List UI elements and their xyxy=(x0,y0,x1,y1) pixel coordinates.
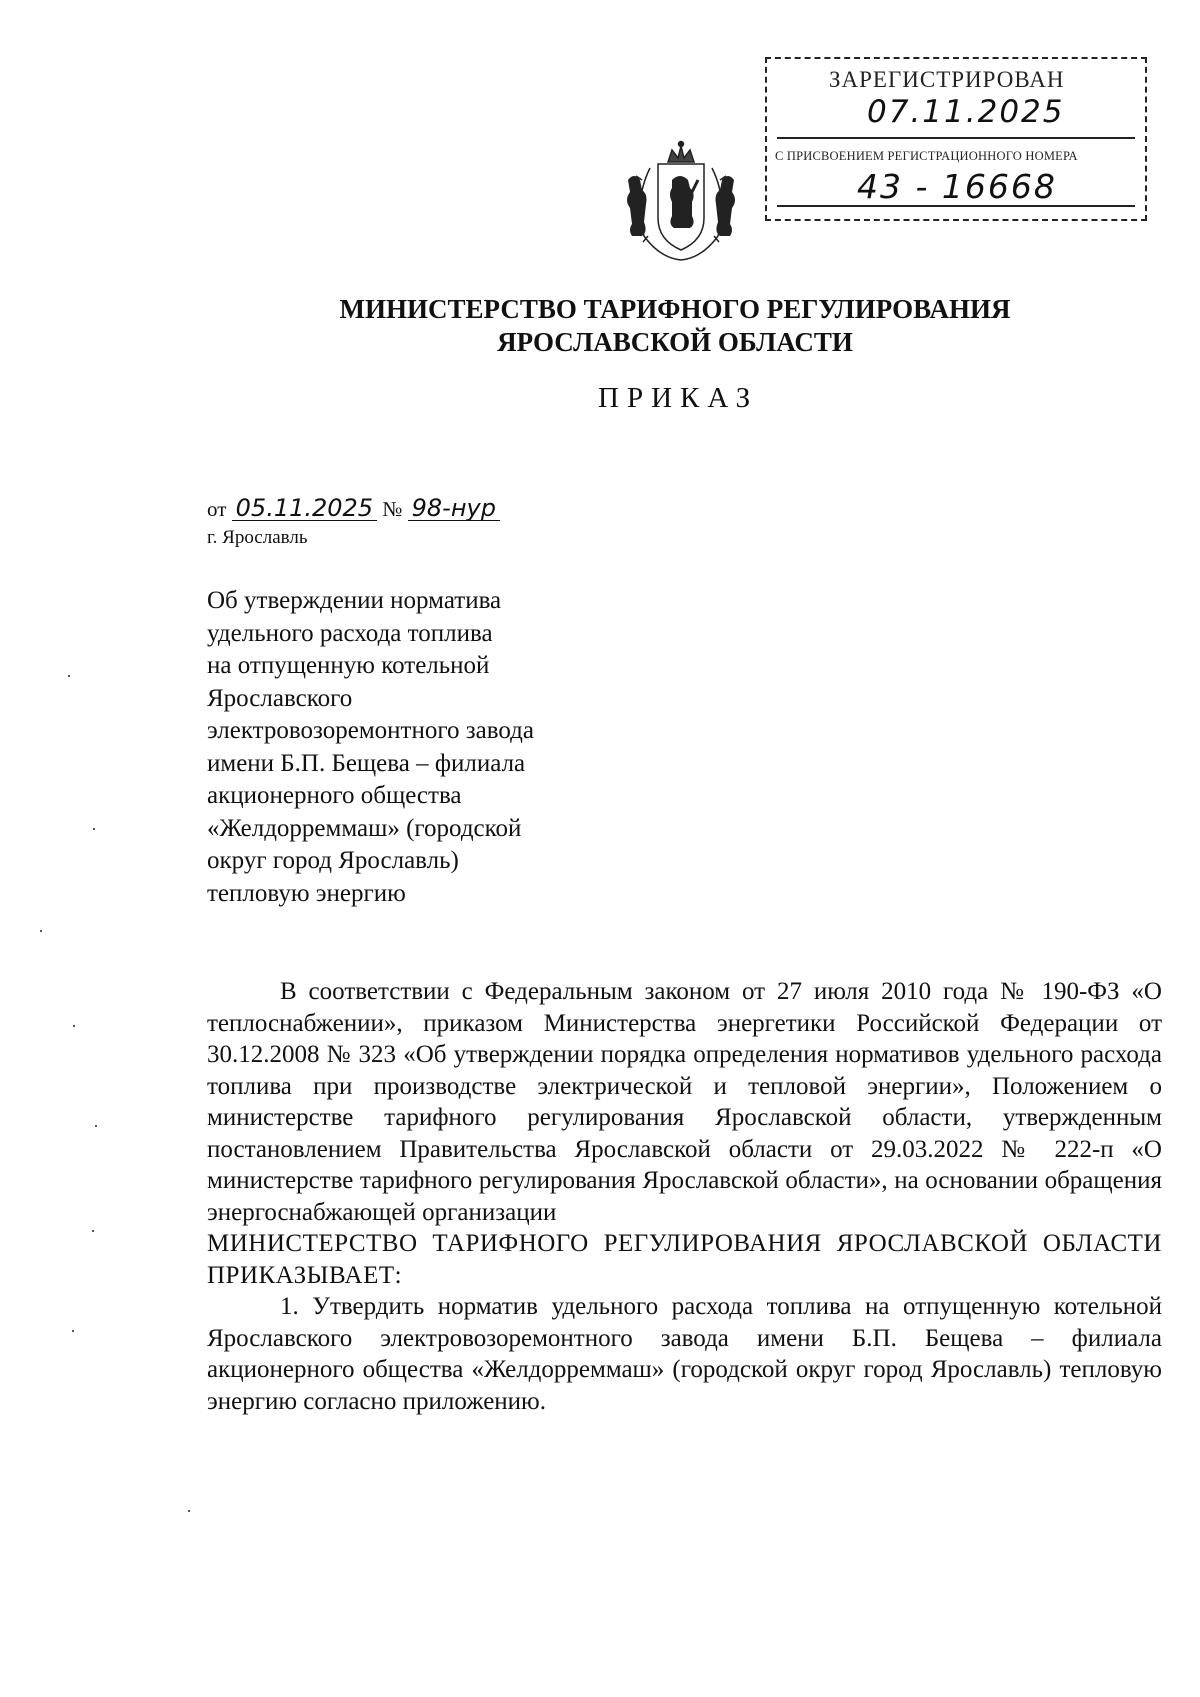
scan-speck xyxy=(72,1330,74,1332)
subject-line: электровозоремонтного завода xyxy=(207,717,534,744)
scan-speck xyxy=(68,675,70,677)
scan-speck xyxy=(92,1230,94,1232)
subject-line: акционерного общества xyxy=(207,782,462,809)
subject-line: Об утверждении норматива xyxy=(207,587,502,614)
order-body xyxy=(207,976,1162,1417)
subject-line: удельного расхода топлива xyxy=(207,619,493,647)
order-date: 05.11.2025 xyxy=(232,496,377,521)
subject-line: Ярославского xyxy=(207,684,353,712)
decree-statement: МИНИСТЕРСТВО ТАРИФНОГО РЕГУЛИРОВАНИЯ ЯРОСЛАВСКОЙ ОБЛАСТИ ПРИКАЗЫВАЕТ: xyxy=(207,1230,1162,1289)
scan-speck xyxy=(95,1125,97,1127)
registration-stamp xyxy=(765,57,1147,221)
preamble-paragraph: В соответствии с Федеральным законом от 27 июля 2010 года № 190-ФЗ «О теплоснабжении», приказом Министерства энергетики Российской Федерации от 30.12.2008 № 323 «Об утверждении порядка определения нормативов удельного расхода топлива при производстве электрической и тепловой энергии», Положением о министерстве тарифного регулирования Ярославской области, утвержденным постановлением Правительства Ярославской области от 29.03.2022 № 222-п «О министерстве тарифного регулирования Ярославской области», на основании обращения энергоснабжающей организации xyxy=(207,978,1162,1226)
stamp-title: ЗАРЕГИСТРИРОВАН xyxy=(829,67,1065,92)
stamp-divider xyxy=(777,205,1135,207)
subject-line: тепловую энергию xyxy=(207,879,406,907)
ministry-name-line1: МИНИСТЕРСТВО ТАРИФНОГО РЕГУЛИРОВАНИЯ xyxy=(339,294,1011,324)
from-label: от xyxy=(207,497,227,521)
ministry-name-line2: ЯРОСЛАВСКОЙ ОБЛАСТИ xyxy=(497,327,853,357)
order-number: 98-нур xyxy=(408,496,500,521)
stamp-caption: С ПРИСВОЕНИЕМ РЕГИСТРАЦИОННОГО НОМЕРА xyxy=(775,149,1078,163)
subject-line: на отпущенную котельной xyxy=(207,652,490,679)
order-date-number xyxy=(207,496,500,522)
ministry-name xyxy=(0,293,1200,359)
scan-speck xyxy=(40,930,42,932)
stamp-registration-number: 43 - 16668 xyxy=(857,167,1057,206)
order-item-1: 1. Утвердить норматив удельного расхода топлива на отпущенную котельной Ярославского электровозоремонтного завода имени Б.П. Бещева – филиала акционерного общества «Желдорреммаш» (городской округ город Ярославль) тепловую энергию согласно приложению. xyxy=(207,1293,1162,1415)
subject-line: округ город Ярославль) xyxy=(207,847,459,874)
stamp-divider xyxy=(777,137,1135,139)
scan-speck xyxy=(188,1510,190,1512)
order-subject xyxy=(207,585,607,910)
stamp-date: 07.11.2025 xyxy=(867,94,1065,130)
number-label: № xyxy=(382,497,403,521)
order-city: г. Ярославль xyxy=(207,527,308,548)
document-type: ПРИКАЗ xyxy=(598,382,759,414)
yaroslavl-coat-of-arms-icon xyxy=(620,140,742,265)
subject-line: «Желдорреммаш» (городской xyxy=(207,814,522,842)
scan-speck xyxy=(73,1025,75,1027)
scan-speck xyxy=(93,828,95,830)
subject-line: имени Б.П. Бещева – филиала xyxy=(207,749,526,777)
